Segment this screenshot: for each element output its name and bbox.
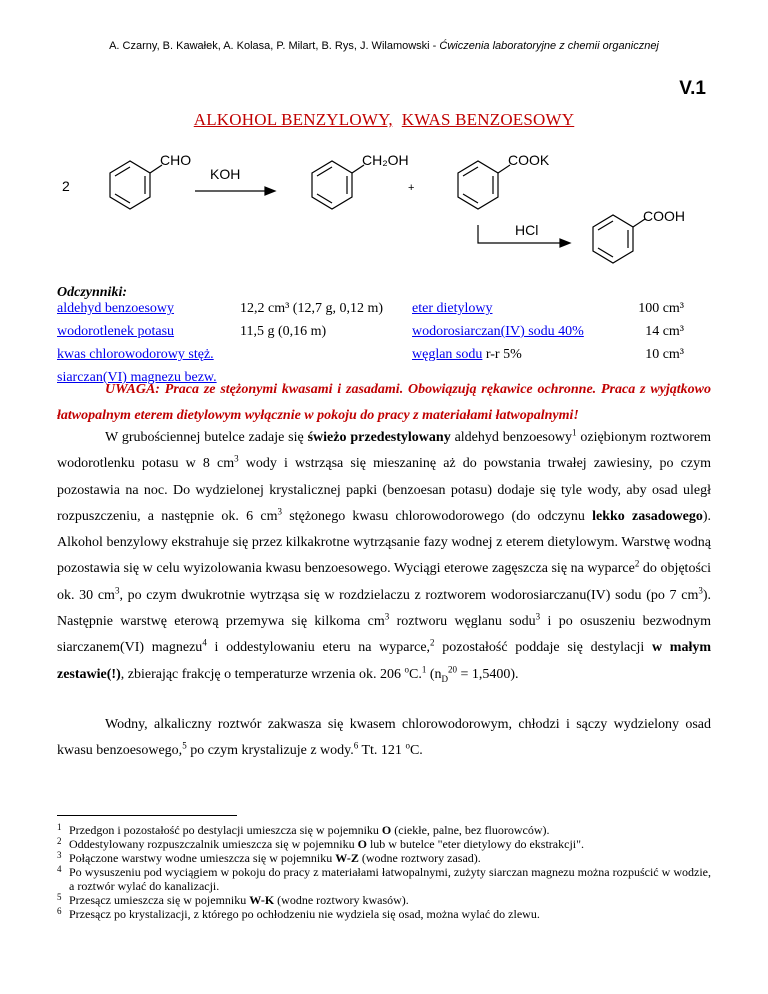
reagent-amount: 100 cm³ bbox=[638, 301, 684, 316]
procedure-paragraph-2: Wodny, alkaliczny roztwór zakwasza się kwasem chlorowodorowym, chłodzi i sączy wydzielony osad kwasu benzoesowego,$^5$ po czym krystalizuje z wody.$^6$ Tt. 121 $^o$C. bbox=[57, 717, 711, 759]
footnote-divider bbox=[57, 815, 237, 816]
reagents-column-3 bbox=[412, 297, 584, 366]
reagent-amount: 11,5 g (0,16 m) bbox=[240, 324, 327, 339]
reagent-link-koh[interactable]: wodorotlenek potasu bbox=[57, 324, 175, 339]
footnote: 2 Oddestylowany rozpuszczalnik umieszcza się w pojemniku O lub w butelce "eter dietylowy do ekstrakcji". bbox=[57, 836, 585, 851]
reagents-column-2 bbox=[240, 297, 383, 343]
footnote: 3 Połączone warstwy wodne umieszcza się w pojemniku W-Z (wodne roztwory zasad). bbox=[57, 850, 481, 865]
reagent-link-ether[interactable]: eter dietylowy bbox=[412, 301, 493, 316]
reagent-amount: 10 cm³ bbox=[645, 347, 684, 362]
title-part2[interactable]: KWAS BENZOESOWY bbox=[401, 110, 575, 129]
reagents-column-1 bbox=[57, 297, 217, 389]
header-book-title: Ćwiczenia laboratoryjne z chemii organicznej bbox=[439, 40, 659, 52]
cho-label: CHO bbox=[160, 152, 192, 168]
footnote: 5 Przesącz umieszcza się w pojemniku W-K (wodne roztwory kwasów). bbox=[57, 892, 409, 907]
procedure-paragraph-1: W grubościennej butelce zadaje się świeżo przedestylowany aldehyd benzoesowy$^1$ oziębionym roztworem wodorotlenku potasu w 8 $cm^3$ wody i wstrząsa się mieszaninę aż do powstania trwałej zawiesiny, po czym pozostawia na noc. Do wydzielonej krystalicznej papki (benzoesan potasu) dodaje się tyle wody, aby osad uległ rozpuszczeniu, a następnie ok. 6 $cm^3$ stężonego kwasu chlorowodorowego (do odczynu lekko zasadowego). Alkohol benzylowy ekstrahuje się przez kilkakrotne wytrząsanie fazy wodnej z eterem dietylowym. Warstwę wodną pozostawia się w celu wyizolowania kwasu benzoesowego. Wyciągi eterowe zagęszcza się na wyparce$^2$ do objętości ok. 30 $cm^3$, po czym dwukrotnie wytrząsa się w rozdzielaczu z roztworem wodorosiarczanu(IV) sodu (po 7 $cm^3$). Następnie warstwę eterową przemywa się kilkoma $cm^3$ roztworu węglanu sodu$^3$ i po osuszeniu bezwodnym siarczanem(VI) magnezu$^4$ i oddestylowaniu eteru na wyparce,$^2$ pozostałość poddaje się destylacji w małym zestawie(!), zbierając frakcję o temperaturze wrzenia ok. 206 $^o$C.$^1$ $(n_D^{20} = 1,5400)$. bbox=[57, 427, 712, 684]
koh-label: KOH bbox=[210, 166, 241, 182]
page-title bbox=[0, 110, 768, 130]
stoich-coefficient: 2 bbox=[62, 178, 70, 194]
reagent-link-benzaldehyde[interactable]: aldehyd benzoesowy bbox=[57, 301, 175, 316]
reagents-heading: Odczynniki: bbox=[57, 285, 127, 300]
ch2oh-label: CH₂OH bbox=[362, 152, 409, 168]
chapter-number: V.1 bbox=[679, 78, 706, 99]
cooh-label: COOH bbox=[643, 208, 685, 224]
title-part1[interactable]: ALKOHOL BENZYLOWY, bbox=[193, 110, 393, 129]
benzaldehyde-structure bbox=[110, 161, 162, 209]
header-authors: A. Czarny, B. Kawałek, A. Kolasa, P. Milart, B. Rys, J. Wilamowski - bbox=[109, 40, 440, 52]
benzyl-alcohol-structure bbox=[312, 161, 364, 209]
hcl-label: HCl bbox=[515, 222, 539, 238]
footnote: 1 Przedgon i pozostałość po destylacji umieszcza się w pojemniku O (ciekłe, palne, bez fluorowców). bbox=[57, 822, 550, 837]
reaction-scheme bbox=[50, 145, 730, 280]
reagent-link-nahso3[interactable]: wodorosiarczan(IV) sodu 40% bbox=[412, 324, 584, 339]
reagent-link-hcl[interactable]: kwas chlorowodorowy stęż. bbox=[57, 347, 214, 362]
footnote: 6 Przesącz po krystalizacji, z którego po ochłodzeniu nie wydziela się osad, można wylać do zlewu. bbox=[57, 906, 540, 921]
reagent-suffix: r-r 5% bbox=[482, 347, 522, 362]
reagent-amount: 12,2 cm³ (12,7 g, 0,12 m) bbox=[240, 301, 384, 316]
reagents-column-4 bbox=[638, 297, 684, 366]
benzoic-acid-structure bbox=[593, 215, 645, 263]
reagent-link-na2co3[interactable]: węglan sodu bbox=[412, 347, 483, 362]
cook-label: COOK bbox=[508, 152, 550, 168]
footnote: 4 Po wysuszeniu pod wyciągiem w pokoju do pracy z materiałami łatwopalnymi, zużyty siarczan magnezu można rozpuścić w wodzie, a roztwór wylać do kanalizacji. bbox=[57, 864, 711, 893]
safety-warning: UWAGA: Praca ze stężonymi kwasami i zasadami. Obowiązują rękawice ochronne. Praca z wyjątkowo łatwopalnym eterem dietylowym wyłącznie w pokoju do pracy z materiałami łatwopalnymi! bbox=[57, 382, 711, 423]
running-header bbox=[0, 40, 768, 52]
footnotes bbox=[57, 823, 711, 921]
reaction-arrow bbox=[195, 187, 275, 195]
plus-sign: + bbox=[408, 182, 415, 194]
potassium-benzoate-structure bbox=[458, 161, 510, 209]
reagent-link-mgso4[interactable]: siarczan(VI) magnezu bezw. bbox=[57, 370, 217, 385]
reagent-amount: 14 cm³ bbox=[645, 324, 684, 339]
